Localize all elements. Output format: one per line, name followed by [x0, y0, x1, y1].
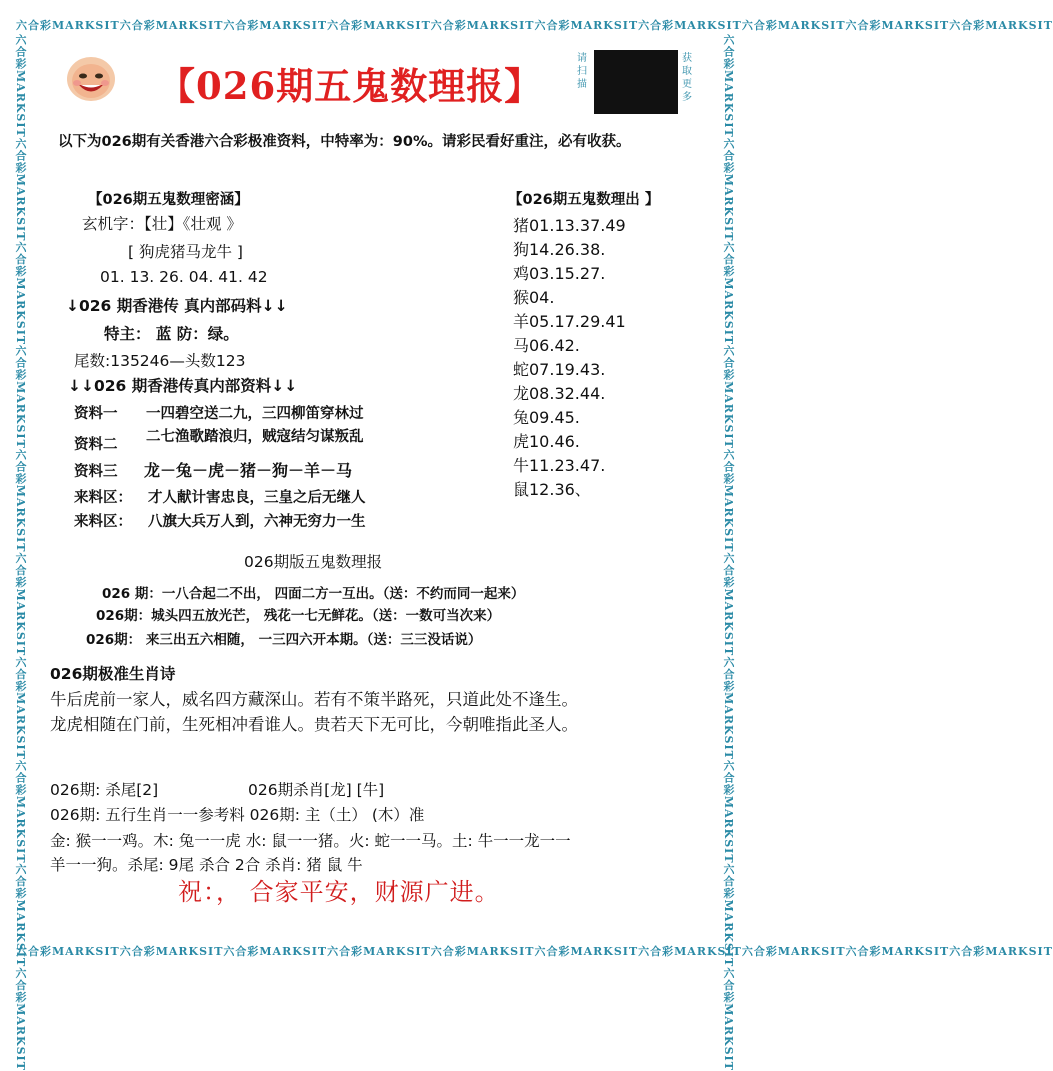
intro-text: 以下为026期有关香港六合彩极准资料，中特率为：90%。请彩民看好重注，必有收获。 [58, 134, 631, 150]
ziliao-heading: ↓↓026 期香港传真内部资料↓↓ [68, 377, 298, 395]
bottom-line-1b: 026期杀肖[龙] [牛] [248, 781, 385, 799]
qr-caption-left: 请扫描 [577, 53, 587, 90]
ziliao1-text: 一四碧空送二九，三四柳笛穿林过 [146, 406, 364, 422]
middle-heading: 026期版五鬼数理报 [244, 553, 383, 571]
qr-code-icon [594, 50, 678, 114]
blessing-text: 祝：， 合家平安，财源广进。 [178, 878, 500, 906]
zodiac-number-item: 兔09.45. [513, 408, 580, 427]
ziliao2-label: 资料二 [74, 437, 118, 453]
zodiac-number-item: 蛇07.19.43. [513, 360, 606, 379]
zodiac-number-item: 猪01.13.37.49 [513, 216, 626, 235]
bottom-line-4: 羊一一狗。杀尾: 9尾 杀合 2合 杀肖: 猪 鼠 牛 [50, 856, 363, 874]
xuanji-line: 玄机字：【壮】《壮观 》 [82, 215, 242, 233]
border-watermark-left: 六合彩MARKSIT六合彩MARKSIT六合彩MARKSIT六合彩MARKSIT六合彩MARKSIT六合彩MARKSIT六合彩MARKSIT六合彩MARKSIT六合彩MARKSIT六合彩MARKSIT [14, 34, 27, 1071]
qr-caption-right: 获取更多 [682, 53, 692, 103]
zodiac-number-item: 猴04. [513, 288, 555, 307]
left-section-heading: 【026期五鬼数理密涵】 [88, 192, 249, 208]
bottom-line-1a: 026期: 杀尾[2] [50, 781, 159, 799]
ziliao2-text: 二七渔歌踏浪归，贼寇结匀谋叛乱 [146, 429, 364, 445]
zodiac-number-item: 龙08.32.44. [513, 384, 606, 403]
page-title: 【026期五鬼数理报】 [158, 64, 543, 108]
poem-line-2: 龙虎相随在门前，生死相冲看谁人。贵若天下无可比，今朝唯指此圣人。 [50, 715, 578, 734]
border-watermark-top: 六合彩MARKSIT六合彩MARKSIT六合彩MARKSIT六合彩MARKSIT六合彩MARKSIT六合彩MARKSIT六合彩MARKSIT六合彩MARKSIT六合彩MARKSIT六合彩MARKSIT [16, 19, 1053, 32]
poem-heading: 026期极准生肖诗 [50, 665, 176, 683]
zodiac-number-item: 狗14.26.38. [513, 240, 606, 259]
ziliao3-label: 资料三 [74, 464, 118, 480]
right-section-heading: 【026期五鬼数理出 】 [508, 192, 660, 208]
lailiao2-text: 八旗大兵万人到，六神无穷力一生 [148, 514, 366, 530]
zodiac-number-item: 羊05.17.29.41 [513, 312, 626, 331]
lailiao1-text: 才人献计害忠良，三皇之后无继人 [148, 490, 366, 506]
poem-line-1: 牛后虎前一家人，威名四方藏深山。若有不策半路死，只道此处不逢生。 [50, 690, 578, 709]
zodiac-number-item: 鸡03.15.27. [513, 264, 606, 283]
zodiac-number-item: 马06.42. [513, 336, 580, 355]
zodiac-number-item: 牛11.23.47. [513, 456, 606, 475]
border-watermark-bottom: 六合彩MARKSIT六合彩MARKSIT六合彩MARKSIT六合彩MARKSIT六合彩MARKSIT六合彩MARKSIT六合彩MARKSIT六合彩MARKSIT六合彩MARKSIT六合彩MARKSIT [16, 945, 1053, 958]
middle-line-2: 026期：城头四五放光芒， 残花一七无鲜花。（送：一数可当次来） [96, 608, 501, 624]
border-watermark-right: 六合彩MARKSIT六合彩MARKSIT六合彩MARKSIT六合彩MARKSIT六合彩MARKSIT六合彩MARKSIT六合彩MARKSIT六合彩MARKSIT六合彩MARKSIT六合彩MARKSIT [722, 34, 735, 1071]
lailiao2-label: 来料区： [74, 514, 132, 530]
zodiac-number-item: 虎10.46. [513, 432, 580, 451]
middle-line-1: 026 期：一八合起二不出， 四面二方一互出。（送：不约而同一起来） [102, 586, 525, 602]
number-list: 01. 13. 26. 04. 41. 42 [100, 268, 268, 286]
ziliao1-label: 资料一 [74, 406, 118, 422]
middle-line-3: 026期： 来三出五六相随， 一三四六开本期。（送：三三没话说） [86, 632, 482, 648]
lailiao1-label: 来料区： [74, 490, 132, 506]
tezhu-line: 特主： 蓝 防：绿。 [104, 325, 239, 343]
bottom-line-3: 金: 猴一一鸡。木: 兔一一虎 水: 鼠一一猪。火: 蛇一一马。土: 牛一一龙一一 [50, 832, 571, 850]
zodiac-number-item: 鼠12.36、 [513, 480, 591, 499]
weishu-line: 尾数:135246—头数123 [74, 352, 246, 370]
mascot-face-icon [64, 54, 118, 104]
neibu-heading: ↓026 期香港传 真内部码料↓↓ [66, 297, 288, 315]
animal-list: [ 狗虎猪马龙牛 ] [128, 243, 243, 261]
ziliao3-text: 龙－兔－虎－猪－狗－羊－马 [144, 461, 353, 480]
bottom-line-2: 026期: 五行生肖一一参考料 026期: 主（土） (木）准 [50, 806, 425, 824]
